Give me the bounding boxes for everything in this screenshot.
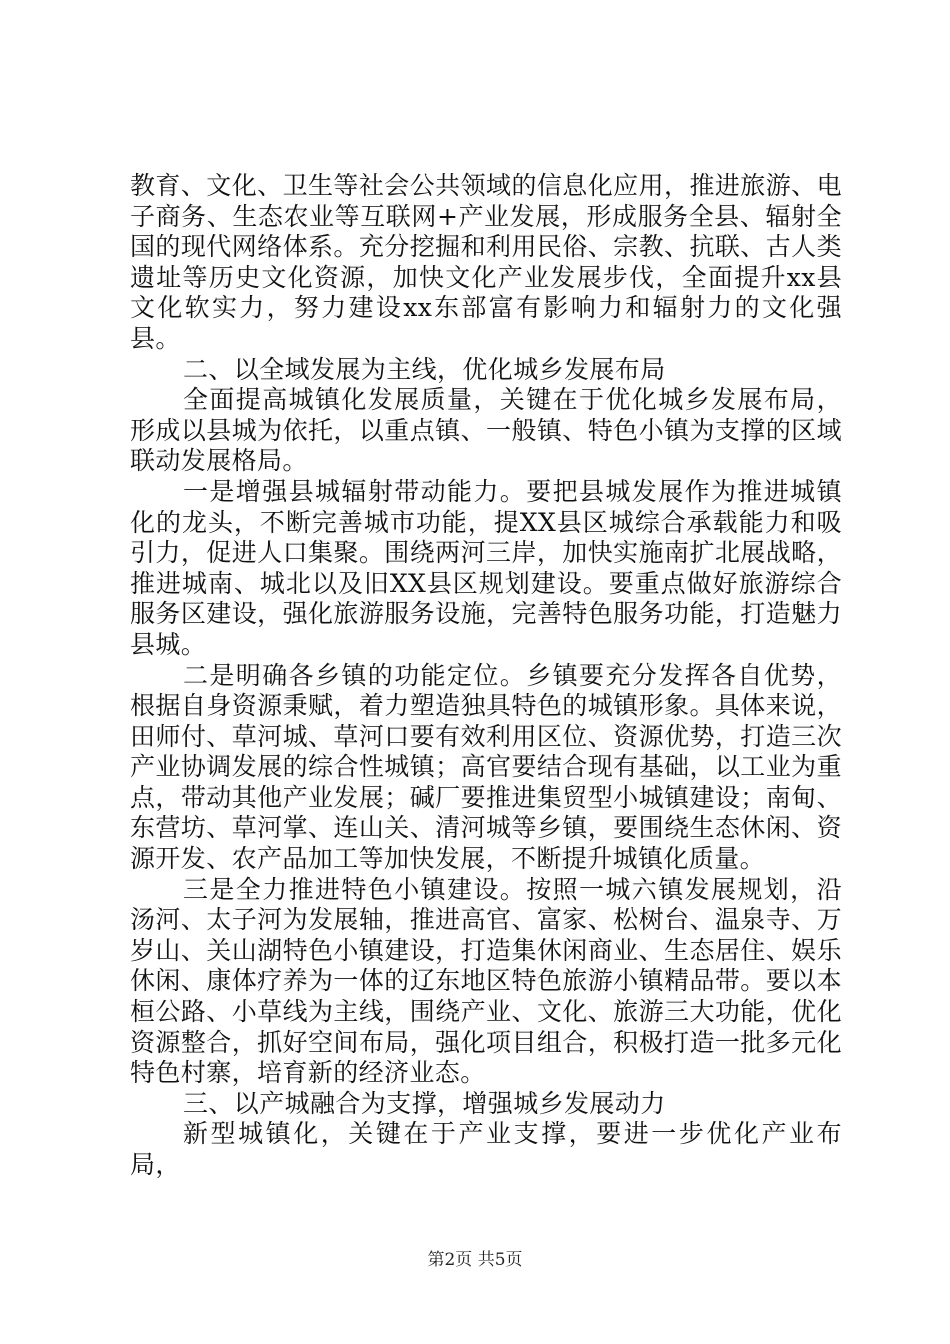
- section-heading-3: 三、以产城融合为支撑，增强城乡发展动力: [183, 1088, 666, 1118]
- paragraph-3: 全面提高城镇化发展质量，关键在于优化城乡发展布局，形成以县城为依托，以重点镇、一般镇、特色小镇为支撑的区域联动发展格局。: [130, 385, 842, 476]
- paragraph-5: 二是明确各乡镇的功能定位。乡镇要充分发挥各自优势，根据自身资源秉赋，着力塑造独具特色的城镇形象。具体来说，田师付、草河城、草河口要有效利用区位、资源优势，打造三次产业协调发展的综合性城镇；高官要结合现有基础，以工业为重点，带动其他产业发展；碱厂要推进集贸型小城镇建设；南甸、东营坊、草河掌、连山关、清河城等乡镇，要围绕生态休闲、资源开发、农产品加工等加快发展，不断提升城镇化质量。: [130, 660, 842, 874]
- paragraph-1: 教育、文化、卫生等社会公共领域的信息化应用，推进旅游、电子商务、生态农业等互联网+产业发展，形成服务全县、辐射全国的现代网络体系。充分挖掘和利用民俗、宗教、抗联、古人类遗址等历史文化资源，加快文化产业发展步伐，全面提升xx县文化软实力，努力建设xx东部富有影响力和辐射力的文化强县。: [130, 171, 842, 353]
- page-number-footer: 第2页 共5页: [427, 1250, 523, 1270]
- section-heading-2: 二、以全域发展为主线，优化城乡发展布局: [183, 354, 666, 384]
- paragraph-8: 新型城镇化，关键在于产业支撑，要进一步优化产业布局，: [130, 1119, 842, 1179]
- paragraph-4: 一是增强县城辐射带动能力。要把县城发展作为推进城镇化的龙头，不断完善城市功能，提XX县区城综合承载能力和吸引力，促进人口集聚。围绕两河三岸，加快实施南扩北展战略，推进城南、城北以及旧XX县区规划建设。要重点做好旅游综合服务区建设，强化旅游服务设施，完善特色服务功能，打造魅力县城。: [130, 476, 842, 659]
- document-body: [130, 171, 842, 1181]
- paragraph-6: 三是全力推进特色小镇建设。按照一城六镇发展规划，沿汤河、太子河为发展轴，推进高官、富家、松树台、温泉寺、万岁山、关山湖特色小镇建设，打造集休闲商业、生态居住、娱乐休闲、康体疗养为一体的辽东地区特色旅游小镇精品带。要以本桓公路、小草线为主线，围绕产业、文化、旅游三大功能，优化资源整合，抓好空间布局，强化项目组合，积极打造一批多元化特色村寨，培育新的经济业态。: [130, 874, 842, 1088]
